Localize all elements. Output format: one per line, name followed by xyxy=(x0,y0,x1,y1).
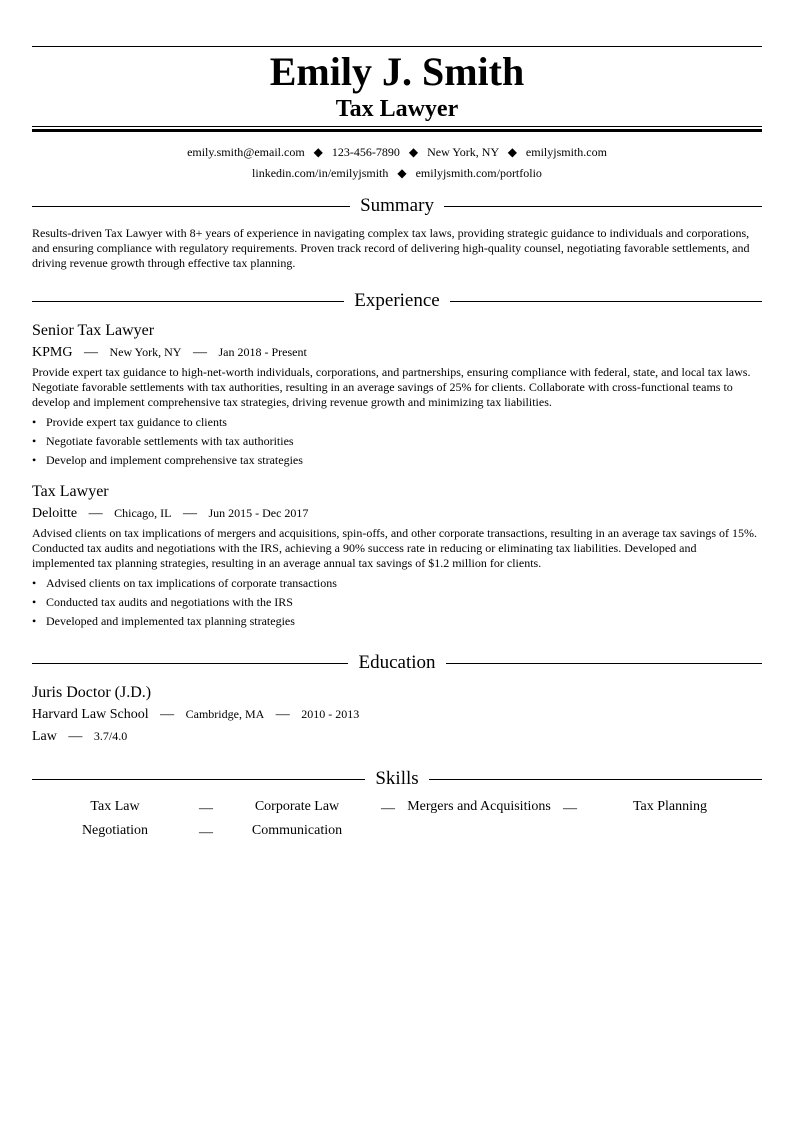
heading-rule xyxy=(32,779,365,780)
location: New York, NY xyxy=(427,145,499,159)
heading-rule xyxy=(32,663,348,664)
job-meta xyxy=(32,342,762,363)
heading-rule xyxy=(32,206,350,207)
header-rule-thin xyxy=(32,126,762,127)
degree: Juris Doctor (J.D.) xyxy=(32,684,152,701)
heading-rule xyxy=(32,301,344,302)
bullet-text: Conducted tax audits and negotiations with the IRS xyxy=(46,595,293,609)
heading-rule xyxy=(446,663,762,664)
bullet-text: Developed and implemented tax planning strategies xyxy=(46,614,295,628)
job-title: Senior Tax Lawyer xyxy=(32,322,155,339)
candidate-name: Emily J. Smith xyxy=(269,49,525,94)
bullet-icon: • xyxy=(32,595,37,609)
diamond-separator-icon: ◆ xyxy=(408,145,419,159)
skills-heading-label: Skills xyxy=(375,768,419,789)
summary-heading xyxy=(32,194,762,218)
job-dates: Jan 2018 - Present xyxy=(218,345,307,359)
job-bullets xyxy=(32,574,762,631)
dash-separator: — xyxy=(83,345,98,360)
diamond-separator-icon: ◆ xyxy=(397,166,407,180)
company-name: Deloitte xyxy=(32,506,78,521)
list-item xyxy=(32,612,762,631)
diamond-separator-icon: ◆ xyxy=(507,145,517,159)
skill-separator: — xyxy=(199,825,213,840)
contact-line-1 xyxy=(32,142,762,163)
field-meta xyxy=(32,726,762,747)
skill-item: Negotiation xyxy=(81,823,149,838)
skill-separator: — xyxy=(381,801,395,816)
list-item xyxy=(32,432,762,451)
job-meta xyxy=(32,503,762,524)
candidate-title: Tax Lawyer xyxy=(335,96,459,122)
skills-heading xyxy=(32,767,762,791)
dash-separator: — xyxy=(88,506,103,521)
job-description: Advised clients on tax implications of mergers and acquisitions, spin-offs, and other corporate transactions, resulting in an average tax savings of 15%. Conducted tax audits and negotiations with the IRS, achieving a 90% success rate in reducing or eliminating tax liabilities. Developed and implemented tax planning strategies, resulting in an average annual tax savings of $1.2 million for clients. xyxy=(32,526,758,570)
linkedin-link[interactable]: linkedin.com/in/emilyjsmith xyxy=(252,166,389,180)
bullet-text: Develop and implement comprehensive tax strategies xyxy=(46,453,303,467)
dash-separator: — xyxy=(68,729,83,744)
field-of-study: Law xyxy=(32,729,57,744)
job-description: Provide expert tax guidance to high-net-worth individuals, corporations, and partnerships, ensuring compliance with federal, state, and local tax laws. Negotiate favorable settlements with tax authorities, resulting in an average savings of 25% for clients. Collaborate with cross-functional teams to develop and implement comprehensive tax strategies, driving revenue growth and minimizing tax liabilities. xyxy=(32,365,751,409)
skill-item: Tax Law xyxy=(90,799,140,814)
job-entry xyxy=(32,482,762,631)
resume-page xyxy=(32,46,762,843)
phone-number: 123-456-7890 xyxy=(331,145,400,159)
experience-heading xyxy=(32,289,762,313)
dash-separator: — xyxy=(160,707,175,722)
job-location: New York, NY xyxy=(109,345,182,359)
website-link[interactable]: emilyjsmith.com xyxy=(525,145,607,159)
dash-separator: — xyxy=(182,506,197,521)
education-heading xyxy=(32,651,762,675)
skill-separator: — xyxy=(563,801,577,816)
job-location: Chicago, IL xyxy=(114,506,172,520)
education-heading-label: Education xyxy=(358,652,436,673)
list-item xyxy=(32,593,762,612)
school-dates: 2010 - 2013 xyxy=(301,707,360,721)
list-item xyxy=(32,413,762,432)
list-item xyxy=(32,451,762,470)
skills-grid xyxy=(32,799,762,843)
contact-line-2 xyxy=(32,163,762,184)
job-dates: Jun 2015 - Dec 2017 xyxy=(208,506,309,520)
summary-heading-label: Summary xyxy=(360,195,434,216)
bullet-text: Provide expert tax guidance to clients xyxy=(46,415,227,429)
summary-text: Results-driven Tax Lawyer with 8+ years of experience in navigating complex tax laws, providing strategic guidance to individuals and corporations, and ensuring compliance with regulatory requirements. Proven track record of delivering high-quality counsel, negotiating favorable settlements, and driving revenue growth through effective tax planning. xyxy=(32,226,750,270)
school-meta xyxy=(32,704,762,725)
bullet-icon: • xyxy=(32,415,37,429)
heading-rule xyxy=(444,206,762,207)
bullet-icon: • xyxy=(32,576,37,590)
dash-separator: — xyxy=(275,707,290,722)
school-location: Cambridge, MA xyxy=(185,707,265,721)
gpa: 3.7/4.0 xyxy=(93,729,128,743)
dash-separator: — xyxy=(192,345,207,360)
job-entry xyxy=(32,321,762,470)
bullet-icon: • xyxy=(32,434,37,448)
company-name: KPMG xyxy=(32,345,73,360)
school-name: Harvard Law School xyxy=(32,707,149,722)
job-title: Tax Lawyer xyxy=(32,483,109,500)
bullet-icon: • xyxy=(32,614,37,628)
heading-rule xyxy=(429,779,762,780)
top-rule xyxy=(32,46,762,47)
experience-heading-label: Experience xyxy=(354,290,440,311)
skill-item: Corporate Law xyxy=(254,799,340,814)
skill-item: Tax Planning xyxy=(632,799,708,814)
job-bullets xyxy=(32,413,762,470)
skill-item: Mergers and Acquisitions xyxy=(407,799,551,814)
portfolio-link[interactable]: emilyjsmith.com/portfolio xyxy=(415,166,542,180)
header-rule-thick xyxy=(32,129,762,132)
list-item xyxy=(32,574,762,593)
education-entry xyxy=(32,683,762,747)
email-link[interactable]: emily.smith@email.com xyxy=(187,145,305,159)
diamond-separator-icon: ◆ xyxy=(313,145,323,159)
bullet-text: Negotiate favorable settlements with tax authorities xyxy=(46,434,294,448)
skill-separator: — xyxy=(199,801,213,816)
bullet-icon: • xyxy=(32,453,37,467)
heading-rule xyxy=(450,301,762,302)
bullet-text: Advised clients on tax implications of corporate transactions xyxy=(46,576,337,590)
skill-item: Communication xyxy=(251,823,343,838)
